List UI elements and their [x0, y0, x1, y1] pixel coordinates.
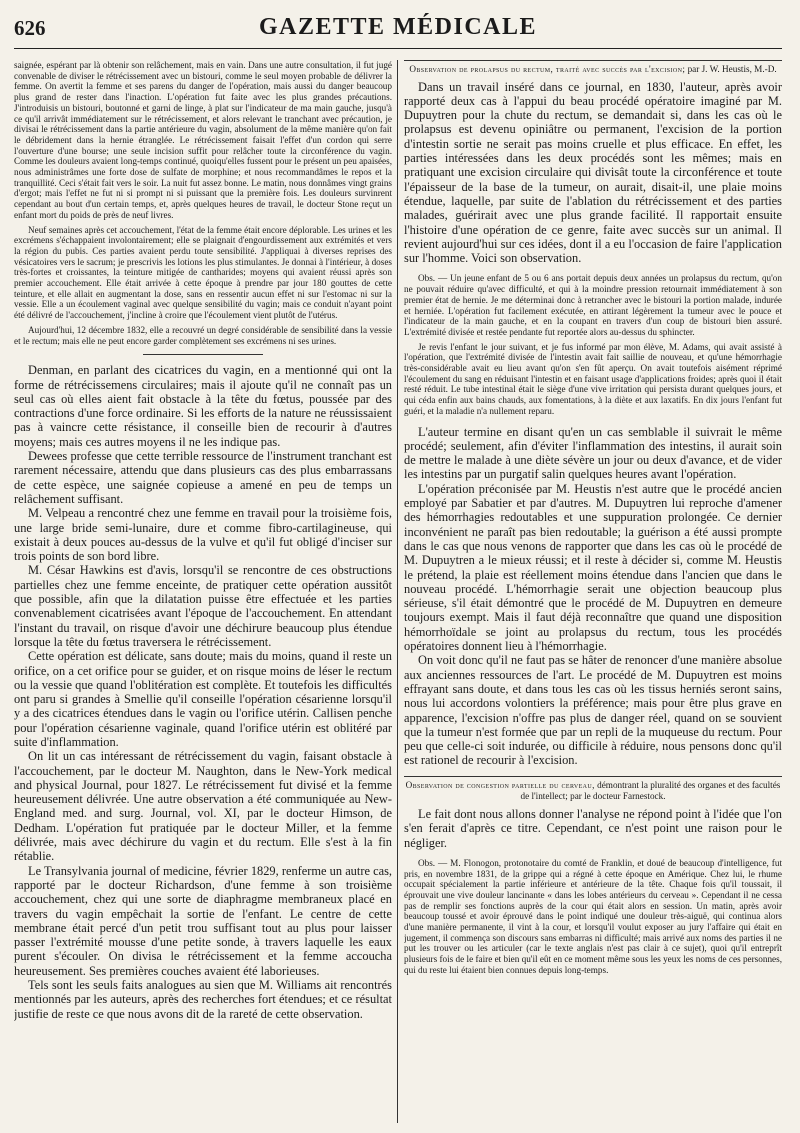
page-header [14, 6, 782, 49]
body-paragraph: On lit un cas intéressant de rétrécissement du vagin, faisant obstacle à l'accouchement, par le docteur M. Naughton, dans le New-York medical and physical Journal, pour 1827. Le rétrécissement fut divisé et la femme heureusement délivrée. Une autre observation a été communiquée au New-England med. and surg. Journal, vol. XI, par le docteur Himson, de Dedham. L'opération fut pratiquée par le docteur Miller, et la femme délivrée, mais avec déchirure du vagin et du rectum. Elle s'est à la fin rétablie. [14, 749, 392, 864]
body-paragraph: M. César Hawkins est d'avis, lorsqu'il se rencontre de ces obstructions partielles chez une femme enceinte, de pratiquer cette opération aussitôt que possible, afin que la dilatation puisse être effectuée et les parties convenablement cicatrisées avant l'époque de l'accouchement. En attendant l'instant du travail, on risque d'avoir une déchirure beaucoup plus étendue lorsque la tête du fœtus traversera le rétrécissement. [14, 563, 392, 649]
section-intro: Dans un travail inséré dans ce journal, en 1830, l'auteur, après avoir rapporté deux cas à l'appui du beau procédé opératoire imaginé par M. Dupuytren pour la chute du rectum, se demandait si, dans les cas où le prolapsus est devenu opiniâtre ou permanent, l'excision de la portion d'intestin sortie ne serait pas moins cruelle et plus efficace. En effet, les parties intéressées dans les deux procédés sont les mêmes; mais en pratiquant une excision circulaire qui divisât toute la circonférence et toute l'épaisseur de la base de la tumeur, on aurait, disait-il, une plaie moins étendue, laquelle, par suite de l'ablation du rétrécissement et des parties malades, guérirait avec une plus grande facilité. Il rapportait ensuite l'histoire d'une opération de ce genre, faite avec succès sur un animal. Il revient aujourd'hui sur ces idées, dont il a eu l'occasion de faire l'application sur l'homme. Voici son observation. [404, 79, 782, 266]
section-title-main: Observation de prolapsus du rectum, traité avec succès par l'excision; [409, 64, 686, 74]
section-intro: Le fait dont nous allons donner l'analyse ne répond point à l'idée que l'on s'en ferait d'après ce titre. Cependant, ce n'est point une raison pour le négliger. [404, 806, 782, 850]
page-number: 626 [14, 16, 46, 40]
case-paragraph: saignée, espérant par là obtenir son relâchement, mais en vain. Dans une autre consultation, il fut jugé convenable de diviser le rétrécissement avec un bistouri, comme le seul moyen probable de délivrer la femme. On avertit la femme et ses parens du danger de l'opération, mais aussi du danger beaucoup plus grand de rester dans l'inaction. L'opération fut faite avec les plus grandes précautions. J'introduisis un bistouri, boutonné et garni de linge, à plat sur l'indicateur de ma main gauche, jusqu'à ce qu'il arrivât immédiatement sur le rétrécissement, et alors relevant le tranchant avec précaution, je divisai le rétrécissement dans la partie antérieure du vagin, absolument de la même manière qu'on fait le débridement dans la hernie étranglée. Le rétrécissement faisait l'effet d'un cordon qui serre l'ouverture d'une bourse; une seule incision suffit pour relâcher toute la circonférence du vagin. Comme les douleurs avaient long-temps continué, quoiqu'elles fussent pour le présent un peu apaisées, nous administrâmes une forte dose de sulfate de morphine; et nous recommandâmes le repos et la tranquillité. Ceci s'était fait vers le soir. La nuit fut assez bonne. Le matin, nous donnâmes vingt grains d'ergot; mais l'effet ne fut ni si prompt ni si puissant que la première fois. Les douleurs survinrent cependant au bout d'un certain temps, et, après quelques heures de travail, le docteur Stone reçut un enfant mort du poids de près de neuf livres. [14, 60, 392, 220]
case-paragraph: Aujourd'hui, 12 décembre 1832, elle a recouvré un degré considérable de sensibilité dans la vessie et le rectum; mais elle ne peut encore garder complètement ses excrémens ni ses urines. [14, 324, 392, 346]
left-column [14, 60, 392, 1127]
right-column [404, 60, 782, 1127]
observation-paragraph: Je revis l'enfant le jour suivant, et je fus informé par mon élève, M. Adams, qui avait assisté à l'opération, que l'extrémité divisée de l'intestin avait fait saillie de nouveau, et qu'une hémorrhagie très-considérable avait eu lieu avant qu'on s'en fût aperçu. On avait toutefois aisément réprimé l'écoulement du sang en réduisant l'intestin et en faisant usage d'applications froides; après quoi il était resté réduit. Le tube intestinal était le siège d'une vive irritation qui persista durant quelques jours, et qui céda enfin aux bains chauds, aux fomentations, à la diète et aux laxatifs. En dix jours l'enfant fut guéri, et la maladie n'a nullement reparu. [404, 341, 782, 416]
case-paragraph: Neuf semaines après cet accouchement, l'état de la femme était encore déplorable. Les urines et les excrémens s'échappaient involontairement; elle se plaignait d'engourdissement aux extrémités et vers la région du pubis. Ces parties avaient perdu toute sensibilité. J'appliquai à diverses reprises des vésicatoires vers le sacrum; je prescrivis les lotions les plus stimulantes. Je donnai à l'intérieur, à doses très-fortes et croissantes, la teinture mitigée de cantharides; moyens qui avaient réussi après son premier accouchement. Elle était arrivée à cette époque à prendre par jour 180 gouttes de cette teinture, et elle allait en augmentant la dose, sans en ressentir aucun effet ni sur l'estomac ni sur la vessie. Elle a un écoulement vaginal avec quelque sensibilité du vagin; mais ce conduit n'ayant point été délivré de l'accouchement, j'incline à croire que l'écoulement vient plutôt de l'utérus. [14, 224, 392, 321]
section-title-main: Observation de congestion partielle du cerveau, [405, 779, 595, 790]
separator-rule [143, 354, 263, 355]
body-paragraph: M. Velpeau a rencontré chez une femme en travail pour la troisième fois, une large bride semi-lunaire, dure et comme fibro-cartilagineuse, qui existait à deux pouces au-dessus de la vulve et qu'il fut obligé d'inciser sur trois points de son bord libre. [14, 506, 392, 564]
section-title-cerveau [404, 776, 782, 803]
body-paragraph: Le Transylvania journal of medicine, février 1829, renferme un autre cas, rapporté par le docteur Richardson, d'une femme à son troisième accouchement, chez qui une sorte de diaphragme membraneux placé en travers du vagin empêchait la sortie de l'enfant. Le centre de cette membrane était percé d'un petit trou suffisant tout au plus pour laisser passer l'extrémité mousse d'une petite sonde, à travers laquelle les eaux purent s'écouler. On divisa le rétrécissement et la femme accoucha heureusement. Ses premières couches avaient été laborieuses. [14, 863, 392, 978]
body-paragraph: Cette opération est délicate, sans doute; mais du moins, quand il reste un orifice, on a cet orifice pour se guider, et on risque moins de léser le rectum ou la vessie que quand l'oblitération est complète. Et toutefois les difficultés ont paru si grandes à Smellie qu'il conseille l'opération césarienne lorsqu'il y a des cicatrices étendues dans le vagin ou l'orifice utérin. Callisen penche pour l'opération césarienne vaginale, quand l'orifice utérin est oblitéré par suite d'inflammation. [14, 649, 392, 749]
body-paragraph: On voit donc qu'il ne faut pas se hâter de renoncer d'une manière absolue aux anciennes ressources de l'art. Le procédé de M. Dupuytren est moins effrayant sans doute, et dans tous les cas où les tissus herniés seront sains, nous lui accordons volontiers la préférence; mais pour être plus grave en apparence, l'excision n'offre pas plus de danger réel, quand on se souvient que la tumeur n'est formée que par un repli de la muqueuse du rectum. Pour peu que celle-ci soit indurée, ou difficile à réduire, nous pensons donc qu'il est rationel de recourir à l'excision. [404, 653, 782, 768]
section-title-author: par J. W. Heustis, M.-D. [687, 64, 777, 74]
body-paragraph: Dewees professe que cette terrible ressource de l'instrument tranchant est rarement nécessaire, attendu que dans plusieurs cas des plus embarrassans de cette espèce, une saignée copieuse a amené en peu de temps un relâchement suffisant. [14, 449, 392, 506]
body-paragraph: L'auteur termine en disant qu'en un cas semblable il suivrait le même procédé; seulement, afin d'éviter l'inflammation des intestins, il aurait soin de mettre le malade à une diète sévère un jour ou deux d'avance, et de vider les intestins par un purgatif salin quelques heures avant l'opération. [404, 424, 782, 482]
body-paragraph: Denman, en parlant des cicatrices du vagin, en a mentionné qui ont la forme de rétrécissemens circulaires; mais il ajoute qu'il ne connaît pas un seul cas où elles aient fait obstacle à la tête du fœtus, poussée par des contractions d'une force ordinaire. Si les efforts de la nature ne réussissaient pas à vaincre cette résistance, il conseille bien de recourir à d'autres moyens; mais ces autres moyens il ne les indique pas. [14, 363, 392, 449]
column-divider [397, 60, 398, 1123]
section-title-rest: démontrant la pluralité des organes et des facultés de l'intellect; par le docteur Farnestock. [520, 779, 781, 802]
journal-title: GAZETTE MÉDICALE [258, 14, 538, 40]
section-title-prolapsus [404, 60, 782, 76]
body-paragraph: L'opération préconisée par M. Heustis n'est autre que le procédé ancien employé par Sabatier et par d'autres. M. Dupuytren lui reproche d'amener des hémorrhagies redoutables et une suppuration prolongée. Ce dernier inconvénient ne paraît pas bien redoutable; la guérison a été aussi prompte dans le cas que nous venons de rapporter que dans les cas où le procédé de M. Dupuytren a le mieux réussi; et il reste à décider si, comme M. Heustis le prétend, la plaie est réellement moins étendue dans l'ancien que dans le nouveau procédé. L'hémorrhagie serait une objection beaucoup plus sérieuse, s'il était démontré que le procédé de M. Dupuytren en demeure toujours exempt. Mais il faut déjà reconnaître que quand une disposition hémorrhoïdale se joint au prolapsus du rectum, tous les procédés opératoires donnent lieu à l'hémorrhagie. [404, 481, 782, 654]
body-paragraph: Tels sont les seuls faits analogues au sien que M. Williams ait rencontrés mentionnés par les auteurs, après des recherches fort étendues; et ce résultat justifie de reste ce que nous avons dit de la rareté de cette observation. [14, 978, 392, 1021]
observation-paragraph: Obs. — M. Flonogon, protonotaire du comté de Franklin, et doué de beaucoup d'intelligence, fut pris, en novembre 1831, de la grippe qui a régné à cette époque en Amérique. Chez lui, le rhume occupait spécialement la partie inférieure et antérieure de la tête. Chaque fois qu'il toussait, il éprouvait une vive douleur lancinante « dans les lobes antérieurs du cerveau ». Cependant il ne cessa pas de remplir ses fonctions auprès de la cour qui était alors en session. Un matin, après avoir beaucoup toussé et avoir éprouvé dans le point indiqué une douleur très-aiguë, qui continua alors d'une manière permanente, il vint à la cour, et lorsqu'il voulut exposer au jury l'affaire qui était en jugement, il commença son discours sans embarras ni difficulté; mais arrivé aux noms des parties il ne put les trouver ou les articuler (car le texte anglais n'est pas clair à ce sujet), quoi qu'il entreprît plusieurs fois de le faire et bien qu'il eût en ce moment même sous les yeux les noms de ces personnes, qui du reste lui étaient bien connues depuis long-temps. [404, 857, 782, 975]
observation-paragraph: Obs. — Un jeune enfant de 5 ou 6 ans portait depuis deux années un prolapsus du rectum, qu'on ne pouvait réduire qu'avec difficulté, et qui à la moindre pression retournait immédiatement à son premier état de hernie. Je me déterminai donc à retrancher avec le bistouri la portion malade, indurée et herniée. L'opération fut facilement exécutée, en attirant légèrement la tumeur avec le pouce et l'indicateur de la main gauche, et en la coupant en travers d'un coup de bistouri bien assuré. L'extrémité divisée et restée pendante fut reportée alors au-dessus du sphincter. [404, 273, 782, 337]
